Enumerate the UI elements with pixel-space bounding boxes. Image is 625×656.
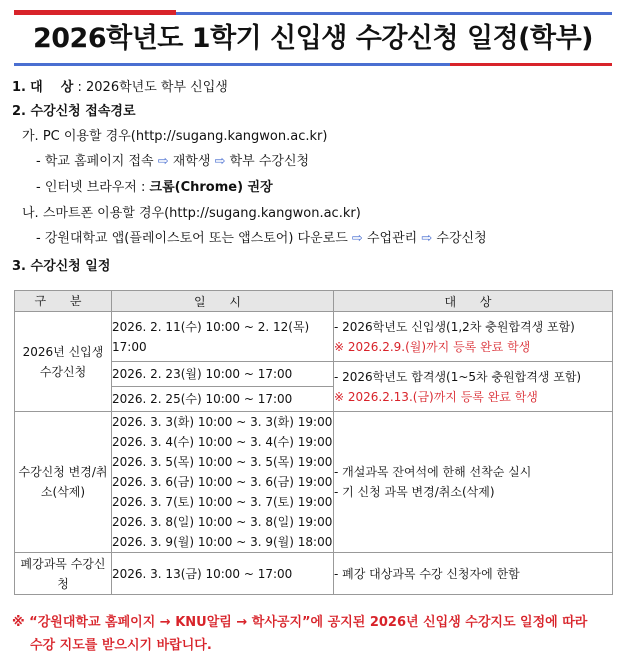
table-row xyxy=(15,312,613,362)
bottom-decor-bar xyxy=(14,63,612,66)
header-category: 구 분 xyxy=(15,291,112,312)
date-cell: 2026. 3. 3(화) 10:00 ~ 3. 3(화) 19:00 2026. 3. 4(수) 10:00 ~ 3. 4(수) 19:00 2026. 3. 5(목) 10:00 ~ 3. 5(목) 19:00 2026. 3. 6(금) 10:00 ~ 3. 6(금) 19:00 2026. 3. 7(토) 10:00 ~ 3. 7(토) 19:00 2026. 3. 8(일) 10:00 ~ 3. 8(일) 19:00 2026. 3. 9(월) 10:00 ~ 3. 9(월) 18:00 xyxy=(112,412,334,553)
category-cell: 수강신청 변경/취소(삭제) xyxy=(15,412,112,553)
target-cell: - 2026학년도 합격생(1~5차 충원합격생 포함) ※ 2026.2.13.(금)까지 등록 완료 학생 xyxy=(334,362,613,412)
footnote-line-1: ※ “강원대학교 홈페이지 → KNU알림 → 학사공지”에 공지된 2026년 신입생 수강지도 일정에 따라 xyxy=(12,615,588,630)
arrow-right-icon: ⇨ xyxy=(214,154,226,169)
target-cell: - 2026학년도 신입생(1,2차 충원합격생 포함) ※ 2026.2.9.(월)까지 등록 완료 학생 xyxy=(334,312,613,362)
footnote-line-2: 수강 지도를 받으시기 바랍니다. xyxy=(30,638,212,653)
arrow-right-icon: ⇨ xyxy=(421,231,433,246)
category-cell: 2026년 신입생 수강신청 xyxy=(15,312,112,412)
arrow-right-icon: ⇨ xyxy=(351,231,363,246)
section-3-heading: 3. 수강신청 일정 xyxy=(12,259,111,274)
section-1: 1. 대 상 : 2026학년도 학부 신입생 xyxy=(12,80,228,95)
schedule-table xyxy=(14,290,613,595)
pc-access-label: 가. PC 이용할 경우(http://sugang.kangwon.ac.kr) xyxy=(22,129,328,144)
browser-recommendation: - 인터넷 브라우저 : 크롬(Chrome) 권장 xyxy=(36,180,273,195)
date-cell: 2026. 2. 23(월) 10:00 ~ 17:00 xyxy=(112,362,334,387)
mobile-access-label: 나. 스마트폰 이용할 경우(http://sugang.kangwon.ac.kr) xyxy=(22,206,361,221)
section-1-value: : 2026학년도 학부 신입생 xyxy=(77,80,228,95)
target-cell: - 폐강 대상과목 수강 신청자에 한함 xyxy=(334,553,613,595)
mobile-path: - 강원대학교 앱(플레이스토어 또는 앱스토어) 다운로드 ⇨ 수업관리 ⇨ 수강신청 xyxy=(36,231,487,246)
category-cell: 폐강과목 수강신청 xyxy=(15,553,112,595)
pc-path: - 학교 홈페이지 접속 ⇨ 재학생 ⇨ 학부 수강신청 xyxy=(36,154,310,169)
date-cell: 2026. 2. 11(수) 10:00 ~ 2. 12(목) 17:00 xyxy=(112,312,334,362)
table-header-row xyxy=(15,291,613,312)
header-datetime: 일 시 xyxy=(112,291,334,312)
section-2-heading: 2. 수강신청 접속경로 xyxy=(12,104,136,119)
arrow-right-icon: ⇨ xyxy=(157,154,169,169)
date-cell: 2026. 3. 13(금) 10:00 ~ 17:00 xyxy=(112,553,334,595)
section-1-label: 대 상 xyxy=(30,80,74,95)
table-row xyxy=(15,412,613,553)
date-cell: 2026. 2. 25(수) 10:00 ~ 17:00 xyxy=(112,387,334,412)
page-title: 2026학년도 1학기 신입생 수강신청 일정(학부) xyxy=(32,23,594,54)
header-target: 대 상 xyxy=(334,291,613,312)
target-cell: - 개설과목 잔여석에 한해 선착순 실시 - 기 신청 과목 변경/취소(삭제) xyxy=(334,412,613,553)
table-row xyxy=(15,553,613,595)
top-decor-bar xyxy=(14,10,612,15)
